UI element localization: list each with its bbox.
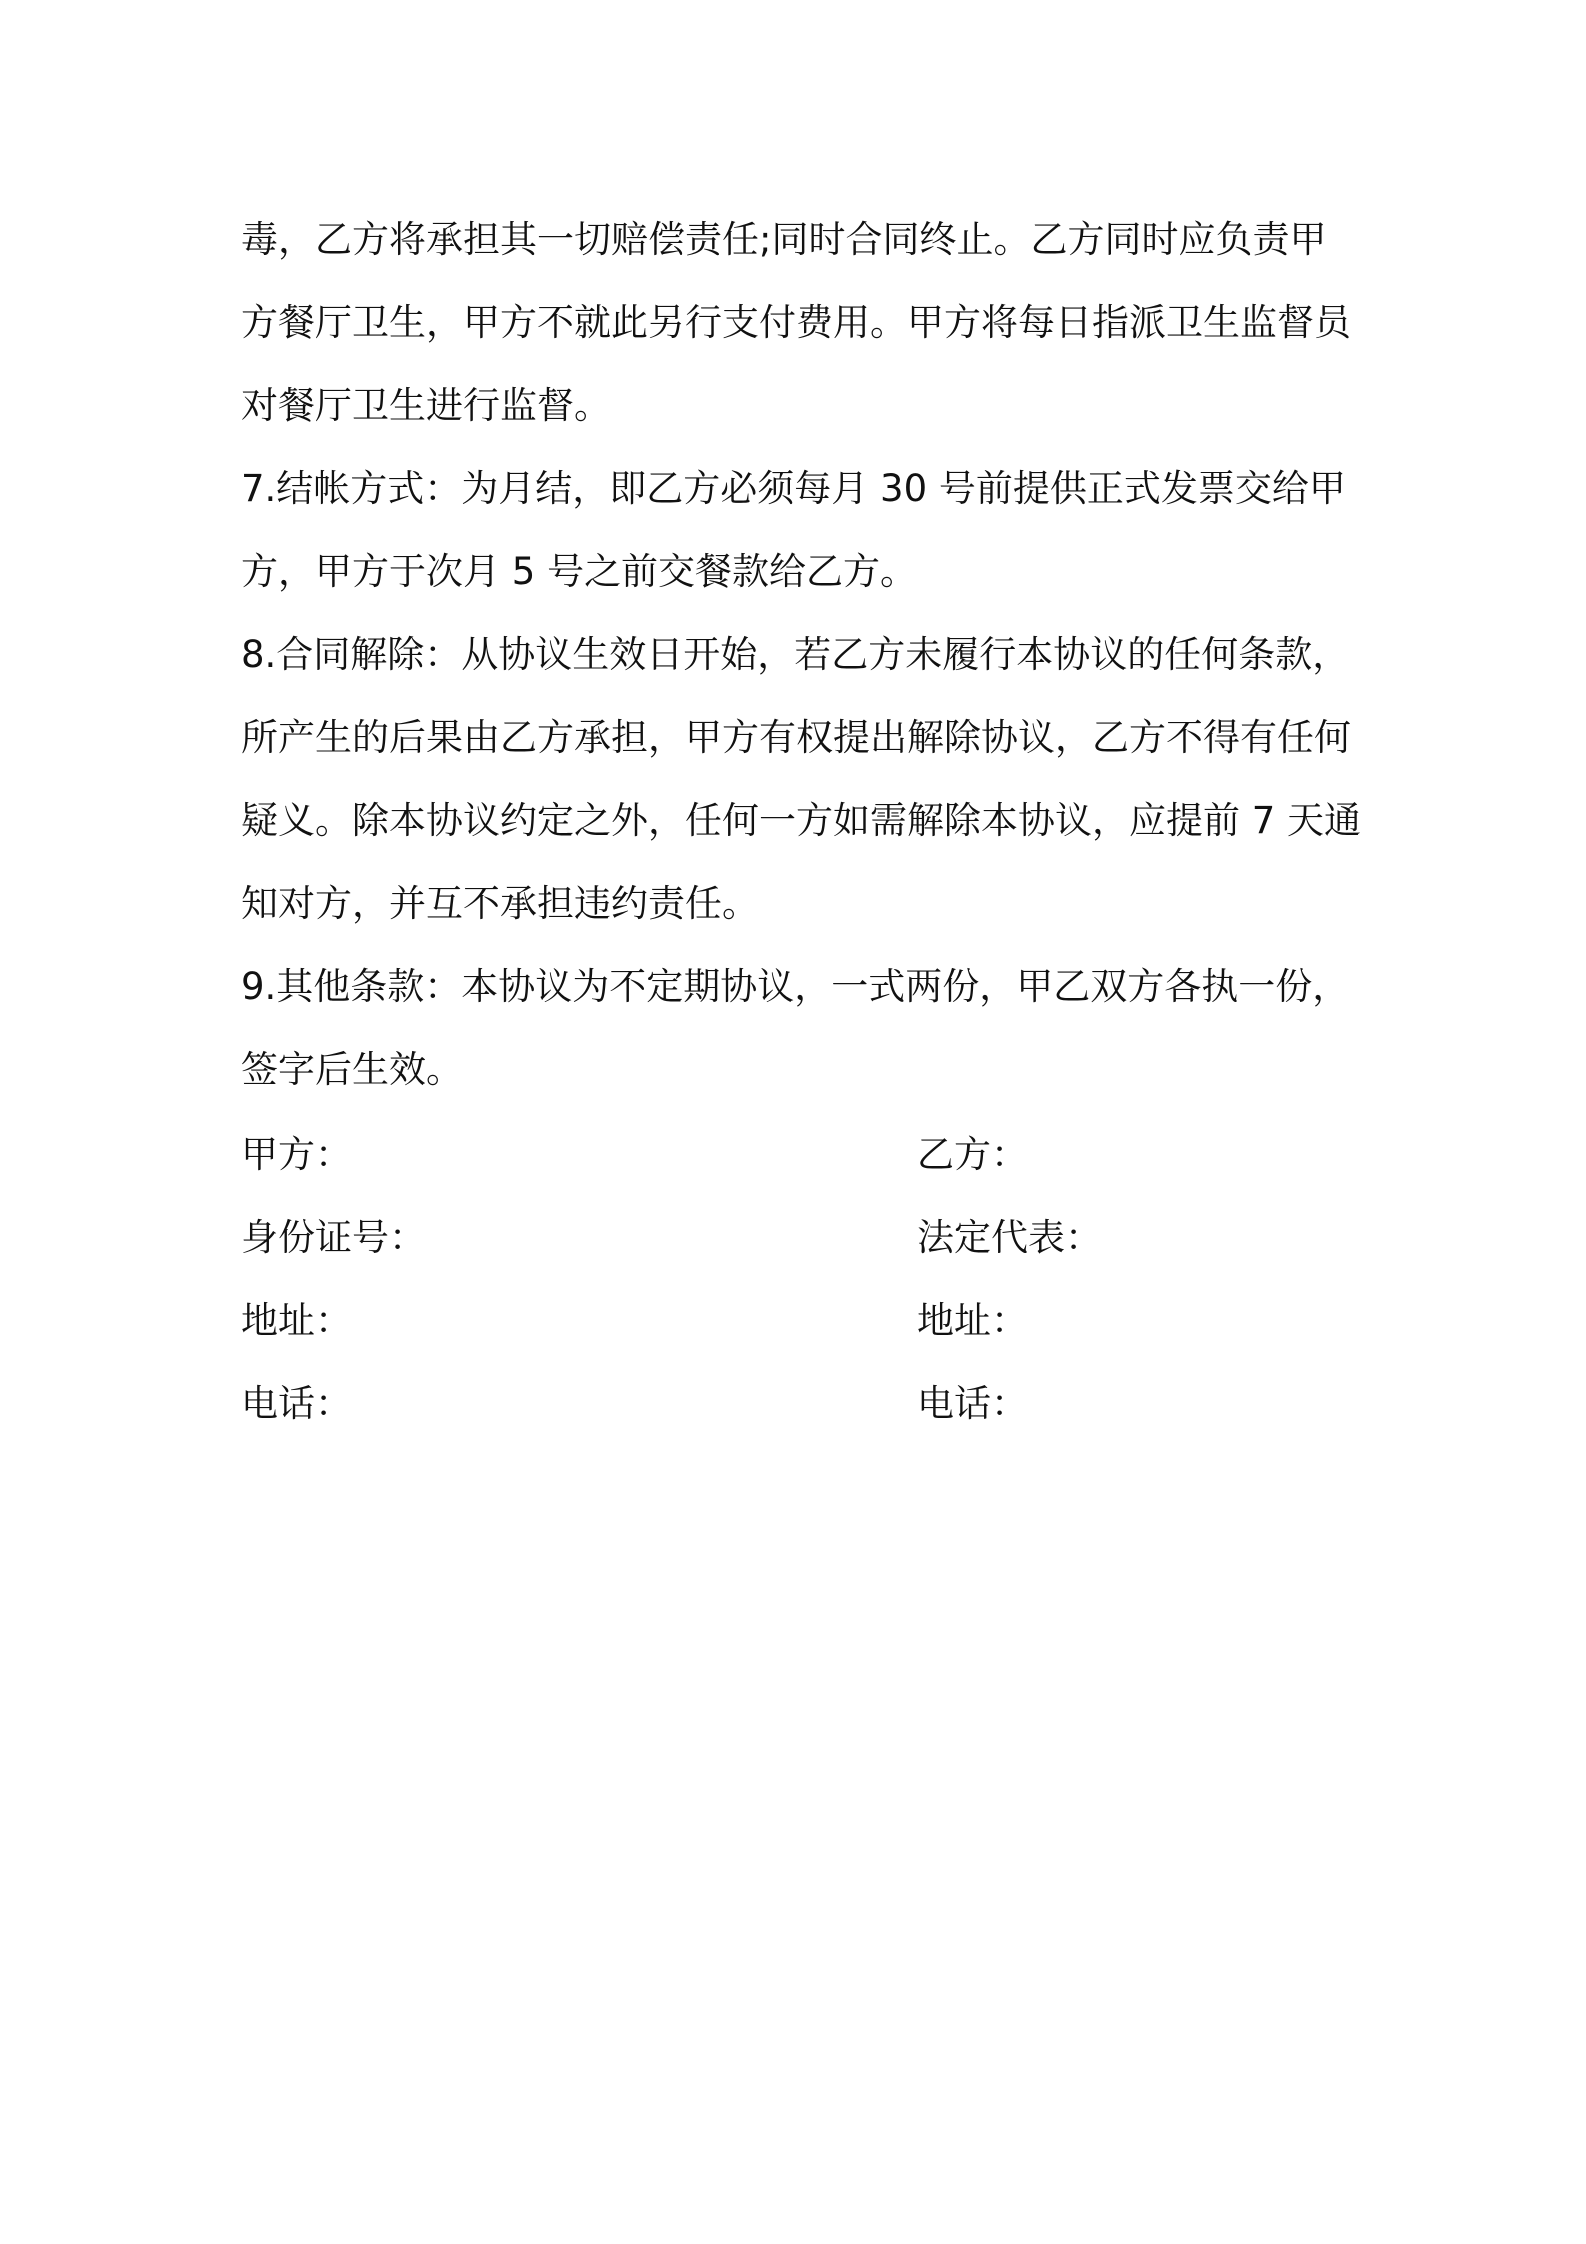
- party-a-id-label: 身份证号：: [241, 1216, 426, 1259]
- signature-block: [241, 1113, 1361, 1445]
- party-b-representative-label: 法定代表：: [917, 1216, 1102, 1259]
- text-line: 毒，乙方将承担其一切赔偿责任;同时合同终止。乙方同时应负责甲: [241, 218, 1327, 261]
- text-line: 疑义。除本协议约定之外，任何一方如需解除本协议，应提前 7 天通: [241, 799, 1362, 842]
- signature-row-address: [241, 1279, 1361, 1362]
- text-line: 方，甲方于次月 5 号之前交餐款给乙方。: [241, 550, 918, 593]
- signature-row-phone: [241, 1362, 1361, 1445]
- signature-row-party: [241, 1113, 1361, 1196]
- text-line: 对餐厅卫生进行监督。: [241, 384, 611, 427]
- party-b-phone-label: 电话：: [917, 1382, 1028, 1425]
- party-a-phone-label: 电话：: [241, 1382, 352, 1425]
- clause-9-other-terms: 9.其他条款：本协议为不定期协议，一式两份，甲乙双方各执一份，: [241, 965, 1350, 1008]
- clause-7-settlement: 7.结帐方式：为月结，即乙方必须每月 30 号前提供正式发票交给甲: [241, 467, 1346, 510]
- text-line: 方餐厅卫生，甲方不就此另行支付费用。甲方将每日指派卫生监督员: [241, 301, 1351, 344]
- contract-body: [241, 198, 1361, 1111]
- text-line: 知对方，并互不承担违约责任。: [241, 882, 759, 925]
- party-a-label: 甲方：: [241, 1133, 352, 1176]
- signature-row-id: [241, 1196, 1361, 1279]
- party-a-address-label: 地址：: [241, 1299, 352, 1342]
- clause-8-termination: 8.合同解除：从协议生效日开始，若乙方未履行本协议的任何条款，: [241, 633, 1350, 676]
- party-b-address-label: 地址：: [917, 1299, 1028, 1342]
- party-b-label: 乙方：: [917, 1133, 1028, 1176]
- text-line: 所产生的后果由乙方承担，甲方有权提出解除协议，乙方不得有任何: [241, 716, 1351, 759]
- text-line: 签字后生效。: [241, 1048, 463, 1091]
